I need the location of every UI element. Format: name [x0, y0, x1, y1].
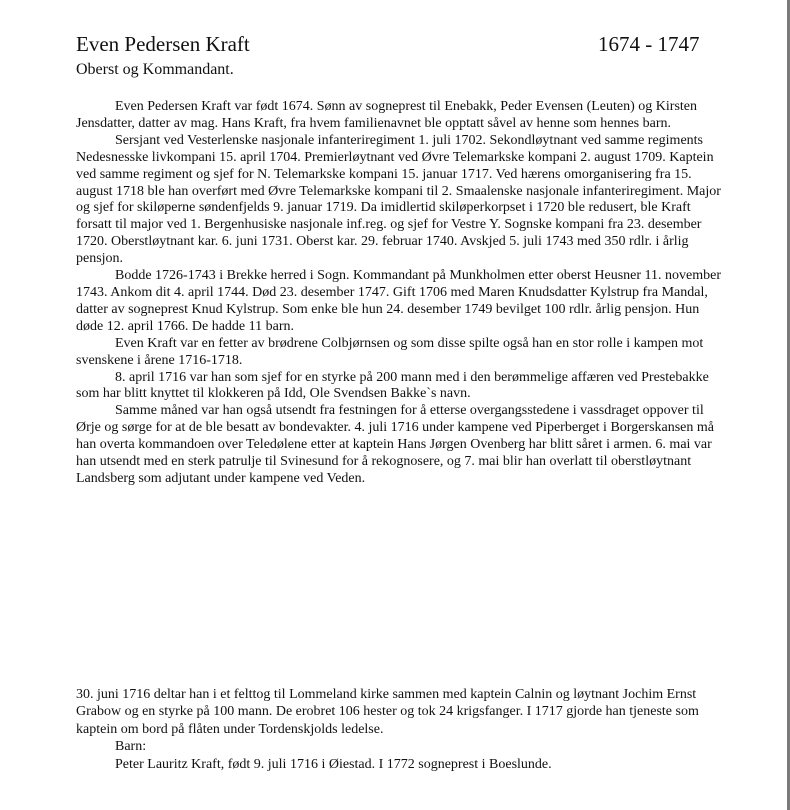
life-years: 1674 - 1747: [598, 32, 700, 56]
paragraph-birth: Even Pedersen Kraft var født 1674. Sønn av sogneprest til Enebakk, Peder Evensen (Leuten) og Kirsten Jensdatter, datter av mag. Hans Kraft, fra hvem familienavnet ble opptatt såvel av henne som hennes barn.: [76, 99, 698, 131]
child-entry: Peter Lauritz Kraft, født 9. juli 1716 i Øiestad. I 1772 sogneprest i Boeslunde.: [115, 756, 552, 772]
paragraph-residence: Bodde 1726-1743 i Brekke herred i Sogn. Kommandant på Munkholmen etter oberst Heusner 11. november 1743. Ankom dit 4. april 1744. Død 23. desember 1747. Gift 1706 med Maren Knudsdatter Kylstrup fra Mandal, datter av sogneprest Knud Kylstrup. Som enke ble hun 24. desember 1749 bevilget 100 rdlr. årlig pensjon. Hun døde 12. april 1766. De hadde 11 barn.: [76, 268, 722, 334]
paragraph-campaigns: Samme måned var han også utsendt fra festningen for å etterse overgangsstedene i vassdraget oppover til Ørje og sørge for at de ble besatt av bondevakter. 4. juli 1716 under kampene ved Piperberget i Borgerskansen må han overta kommandoen over Teledølene etter at kaptein Hans Jørgen Ovenberg har blitt såret i armen. 6. mai var han utsendt med en sterk patrulje til Svinesund for å rekognosere, og 7. mai blir han overlatt til oberstløytnant Landsberg som adjutant under kampene ved Veden.: [76, 403, 714, 486]
paragraph-career: Sersjant ved Vesterlenske nasjonale infanteriregiment 1. juli 1702. Sekondløytnant ved samme regiments Nedesnesske livkompani 15. april 1704. Premierløytnant ved Øvre Telemarkske kompani 2. august 1709. Kaptein ved samme regiment og sjef for N. Telemarkske kompani 15. januar 1717. Ved hærens omorganisering fra 15. august 1718 ble han overført med Øvre Telemarkske kompani til 2. Smaalenske nasjonale infanteriregiment. Major og sjef for skiløperne søndenfjelds 9. januar 1719. Da imidlertid skiløperkorpset i 1720 ble redusert, ble Kraft forsatt til major ved 1. Bergenhusiske nasjonale inf.reg. og sjef for Vestre Y. Sognske kompani fra 23. desember 1720. Oberstløytnant kar. 6. juni 1731. Oberst kar. 29. februar 1740. Avskjed 5. juli 1743 med 350 rdlr. i årlig pensjon.: [76, 132, 721, 267]
paragraph-lommeland: 30. juni 1716 deltar han i et felttog til Lommeland kirke sammen med kaptein Calnin og løytnant Jochim Ernst Grabow og en styrke på 100 mann. De erobret 106 hester og tok 24 krigsfanger. I 1717 gjorde han tjeneste som kaptein om bord på flåten under Tordenskjolds ledelse.: [76, 687, 699, 737]
paragraph-prestebakke: 8. april 1716 var han som sjef for en styrke på 200 mann med i den berømmelige affæren ved Prestebakke som har blitt knyttet til klokkeren på Idd, Ole Svendsen Bakke`s navn.: [76, 369, 709, 402]
page-subtitle: Oberst og Kommandant.: [76, 61, 234, 78]
paragraph-cousin: Even Kraft var en fetter av brødrene Colbjørnsen og som disse spilte også han en stor rolle i kampen mot svenskene i årene 1716-1718.: [76, 335, 704, 368]
page-title: Even Pedersen Kraft: [76, 32, 250, 56]
biography-body: [76, 99, 726, 488]
continuation-body: [76, 686, 726, 773]
children-label: Barn:: [115, 739, 147, 755]
